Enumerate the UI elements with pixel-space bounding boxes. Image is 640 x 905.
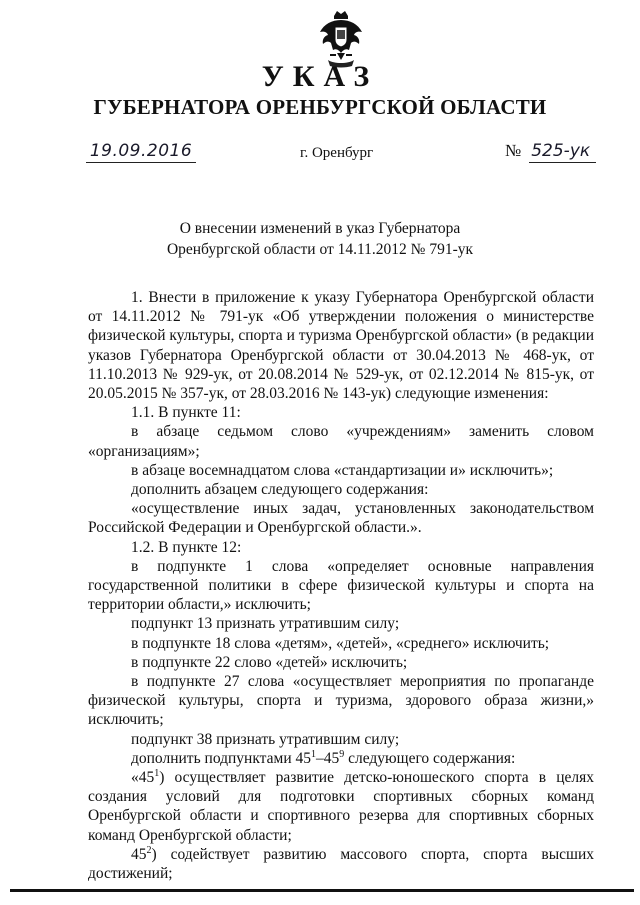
text-run: –45 (316, 749, 340, 767)
title-line-1: О внесении изменений в указ Губернатора (179, 220, 461, 237)
paragraph: в абзаце восемнадцатом слова «стандартизации и» исключить»; (131, 461, 554, 479)
superscript: 1 (311, 748, 316, 760)
paragraph: в подпункте 22 слово «детей» исключить; (131, 653, 408, 671)
title-line-2: Оренбургской области от 14.11.2012 № 791-ук (166, 241, 474, 258)
issuer-heading: ГУБЕРНАТОРА ОРЕНБУРГСКОЙ ОБЛАСТИ (93, 95, 547, 119)
document-type-heading: УКАЗ (261, 60, 379, 93)
paragraph: в подпункте 18 слова «детям», «детей», «среднего» исключить; (131, 634, 550, 652)
paragraph (88, 749, 594, 768)
paragraph: в абзаце седьмом слово «учреждениям» заменить словом «организациям»; (88, 423, 594, 460)
text-run: «45 (131, 769, 155, 787)
text-run: дополнить подпунктами 45 (131, 749, 311, 767)
superscript: 1 (154, 767, 160, 779)
date-field (86, 141, 196, 165)
paragraph: 1.1. В пункте 11: (131, 404, 241, 422)
number-sign: № (505, 141, 522, 160)
superscript: 2 (146, 844, 152, 856)
document-date: 19.09.2016 (86, 141, 196, 163)
text-run: ) осуществляет развитие детско-юношеского спорта в целях создания условий для подготовки спортивных сборных команд Оренбургской области и спортивного резерва для спортивных сборных команд Оренбургской области; (88, 769, 594, 844)
number-field (505, 141, 596, 163)
paragraph: «осуществление иных задач, установленных законодательством Российской Федерации и Оренбургской области.». (88, 500, 594, 537)
paragraph: в подпункте 1 слова «определяет основные направления государственной политики в сфере физической культуры и спорта на территории области,» исключить; (88, 557, 594, 614)
paragraph: дополнить абзацем следующего содержания: (131, 481, 429, 499)
text-run: ) содействует развитию массового спорта, спорта высших достижений; (88, 845, 594, 883)
paragraph: в подпункте 27 слова «осуществляет мероприятия по пропаганде физической культуры, спорта и туризма, здорового образа жизни,» исключить; (88, 673, 594, 729)
paragraph: подпункт 38 признать утратившим силу; (131, 730, 400, 748)
paragraph: подпункт 13 признать утратившим силу; (131, 615, 400, 633)
paragraph: 1.2. В пункте 12: (131, 538, 242, 556)
paragraph (88, 845, 594, 883)
text-run: следующего содержания: (344, 749, 516, 767)
document-title (0, 218, 640, 260)
document-number: 525-ук (529, 141, 596, 163)
page-bottom-rule (10, 889, 634, 892)
text-run: 45 (131, 845, 147, 863)
document-body (88, 288, 594, 883)
superscript: 9 (339, 748, 345, 760)
city-label: г. Оренбург (300, 145, 374, 161)
paragraph (88, 768, 594, 845)
paragraph: 1. Внести в приложение к указу Губернатора Оренбургской области от 14.11.2012 № 791-ук «Об утверждении положения о министерстве физической культуры, спорта и туризма Оренбургской области» (в редакции указов Губернатора Оренбургской области от 30.04.2013 № 468-ук, от 11.10.2013 № 929-ук, от 20.08.2014 № 529-ук, от 02.12.2014 № 815-ук, от 20.05.2015 № 357-ук, от 28.03.2016 № 143-ук) следующие изменения: (88, 289, 594, 403)
